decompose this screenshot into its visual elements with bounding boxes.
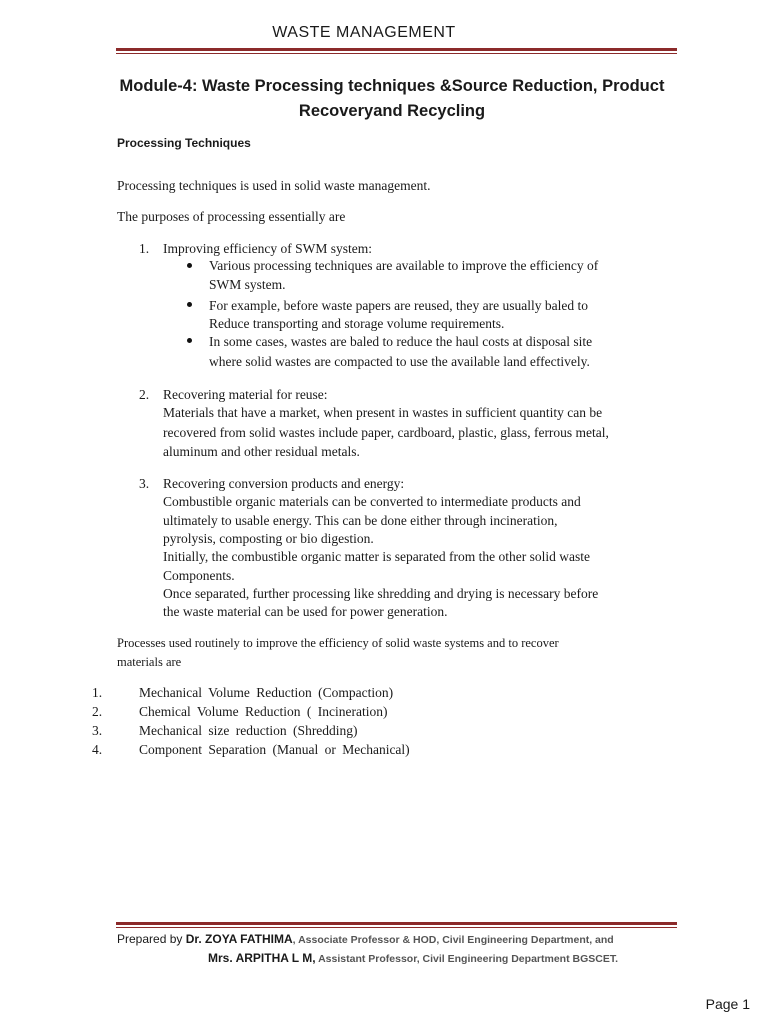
author-role: Assistant Professor, Civil Engineering Department BGSCET. bbox=[315, 953, 618, 965]
bullet-line: Various processing techniques are available to improve the efficiency of bbox=[209, 258, 599, 273]
purpose-number: 1. bbox=[139, 241, 150, 256]
purpose-title: Recovering material for reuse: bbox=[163, 387, 328, 402]
process-item: Mechanical Volume Reduction (Compaction) bbox=[139, 685, 394, 700]
purpose-line: Combustible organic materials can be converted to intermediate products and bbox=[163, 494, 581, 509]
purpose-title: Improving efficiency of SWM system: bbox=[163, 241, 372, 256]
processes-intro-line: materials are bbox=[117, 655, 182, 669]
prepared-by-label: Prepared by bbox=[117, 932, 186, 946]
module-title-line1: Module-4: Waste Processing techniques &Source Reduction, Product bbox=[119, 77, 665, 95]
process-item: Chemical Volume Reduction ( Incineration) bbox=[139, 704, 388, 719]
purpose-line: Initially, the combustible organic matter is separated from the other solid waste bbox=[163, 549, 591, 564]
purpose-number: 3. bbox=[139, 476, 150, 491]
header-rule bbox=[116, 48, 677, 54]
processes-intro bbox=[117, 634, 559, 672]
running-header: WASTE MANAGEMENT bbox=[272, 24, 456, 41]
module-title bbox=[60, 74, 724, 124]
process-number: 4. bbox=[92, 742, 103, 757]
purpose-line: pyrolysis, composting or bio digestion. bbox=[163, 531, 374, 546]
purpose-line: Once separated, further processing like shredding and drying is necessary before bbox=[163, 586, 599, 601]
purpose-line: Materials that have a market, when present in wastes in sufficient quantity can be bbox=[163, 405, 603, 420]
purpose-line: aluminum and other residual metals. bbox=[163, 444, 360, 459]
bullet-icon bbox=[187, 263, 192, 268]
footer-line bbox=[117, 930, 618, 949]
section-heading: Processing Techniques bbox=[117, 136, 251, 150]
purpose-line: recovered from solid wastes include paper, cardboard, plastic, glass, ferrous metal, bbox=[163, 425, 609, 440]
purpose-line: Components. bbox=[163, 568, 235, 583]
bullet-line: SWM system. bbox=[209, 277, 286, 292]
footer-line bbox=[117, 949, 618, 968]
intro-paragraph: The purposes of processing essentially are bbox=[117, 209, 346, 224]
module-title-line2: Recoveryand Recycling bbox=[298, 102, 486, 120]
bullet-line: Reduce transporting and storage volume requirements. bbox=[209, 316, 505, 331]
author-role: , Associate Professor & HOD, Civil Engineering Department, and bbox=[292, 934, 614, 946]
bullet-line: For example, before waste papers are reused, they are usually baled to bbox=[209, 298, 588, 313]
author-name: Mrs. ARPITHA L M, bbox=[208, 951, 316, 965]
purpose-line: ultimately to usable energy. This can be done either through incineration, bbox=[163, 513, 558, 528]
processes-intro-line: Processes used routinely to improve the efficiency of solid waste systems and to recover bbox=[117, 636, 559, 650]
process-number: 2. bbox=[92, 704, 103, 719]
purpose-title: Recovering conversion products and energy: bbox=[163, 476, 405, 491]
bullet-icon bbox=[187, 302, 192, 307]
process-number: 3. bbox=[92, 723, 103, 738]
purpose-line: the waste material can be used for power generation. bbox=[163, 604, 448, 619]
author-name: Dr. ZOYA FATHIMA bbox=[185, 932, 293, 946]
purpose-number: 2. bbox=[139, 387, 150, 402]
footer-credits bbox=[117, 930, 618, 968]
bullet-line: where solid wastes are compacted to use the available land effectively. bbox=[209, 354, 590, 369]
page-number: Page 1 bbox=[705, 996, 750, 1012]
bullet-icon bbox=[187, 338, 192, 343]
process-item: Component Separation (Manual or Mechanical) bbox=[139, 742, 410, 757]
intro-paragraph: Processing techniques is used in solid waste management. bbox=[117, 178, 431, 193]
process-number: 1. bbox=[92, 685, 103, 700]
bullet-line: In some cases, wastes are baled to reduce the haul costs at disposal site bbox=[209, 334, 593, 349]
footer-rule bbox=[116, 922, 677, 928]
process-item: Mechanical size reduction (Shredding) bbox=[139, 723, 358, 738]
